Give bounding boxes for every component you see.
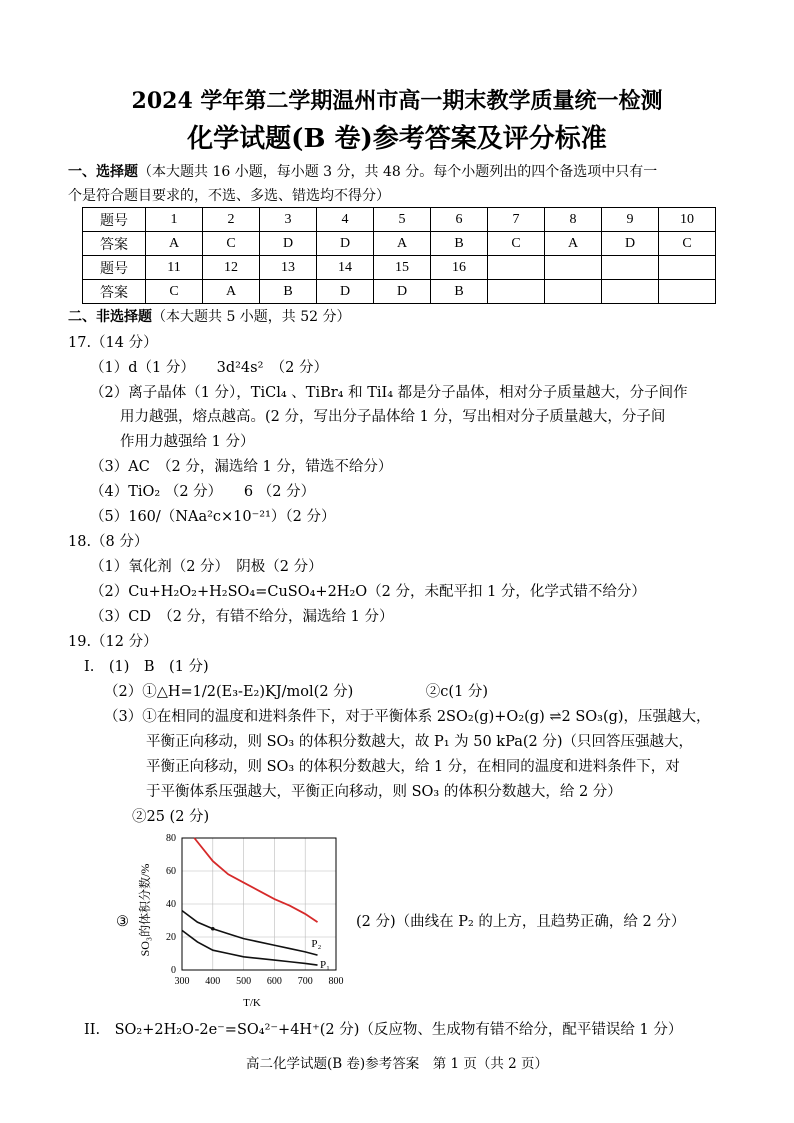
table-cell: A: [203, 280, 260, 304]
q17-part2-line3: 作用力越强给 1 分）: [120, 434, 255, 450]
section2-intro: [68, 305, 748, 329]
q19-I3-line2: 平衡正向移动，则 SO₃ 的体积分数越大，故 P₁ 为 50 kPa(2 分)（只回答压强越大，: [146, 734, 693, 750]
q19-I1: I. (1) B (1 分): [84, 659, 209, 675]
series-line-p2: [182, 911, 318, 956]
q17-part2-line1: （2）离子晶体（1 分），TiCl₄ 、TiBr₄ 和 TiI₄ 都是分子晶体，相对分子质量越大，分子间作: [90, 385, 688, 401]
q19-I3-line4: 于平衡体系压强越大，平衡正向移动，则 SO₃ 的体积分数越大，给 2 分）: [146, 784, 622, 800]
table-cell: 8: [545, 208, 602, 232]
q19-I3-part3-note: (2 分)（曲线在 P₂ 的上方，且趋势正确，给 2 分）: [356, 914, 686, 930]
series-line-p1: [182, 930, 318, 965]
table-cell: [602, 280, 659, 304]
table-cell: C: [488, 232, 545, 256]
x-tick-label: 400: [205, 976, 221, 987]
x-tick-label: 700: [297, 976, 313, 987]
table-cell: D: [317, 232, 374, 256]
page-footer: 高二化学试题(B 卷)参考答案 第 1 页（共 2 页）: [245, 1056, 549, 1072]
table-cell: 答案: [83, 232, 146, 256]
table-cell: 5: [374, 208, 431, 232]
table-cell: C: [146, 280, 203, 304]
x-tick-label: 500: [236, 976, 252, 987]
title-line2: 化学试题(B 卷)参考答案及评分标准: [187, 124, 607, 154]
y-tick-label: 60: [166, 866, 176, 877]
table-cell: 6: [431, 208, 488, 232]
table-cell: 3: [260, 208, 317, 232]
table-cell: 2: [203, 208, 260, 232]
x-tick-label: 300: [174, 976, 190, 987]
table-cell: 9: [602, 208, 659, 232]
table-cell: B: [260, 280, 317, 304]
table-cell: [602, 256, 659, 280]
y-tick-label: 0: [171, 965, 176, 976]
q19-I3-part2: ②25 (2 分): [132, 809, 210, 825]
x-tick-label: 800: [328, 976, 344, 987]
table-cell: C: [203, 232, 260, 256]
q17-part5: （5）160/（NAa²c×10⁻²¹）（2 分）: [90, 509, 336, 525]
title-line1: 2024 学年第二学期温州市高一期末教学质量统一检测: [131, 88, 663, 114]
table-row-q2: [83, 256, 716, 280]
y-tick-label: 40: [166, 899, 176, 910]
table-cell: 1: [146, 208, 203, 232]
table-cell: D: [374, 280, 431, 304]
section1-intro: [68, 160, 748, 208]
table-row-a1: [83, 232, 716, 256]
q19-number: 19.（12 分）: [68, 634, 158, 650]
q19-I3-line1: （3）①在相同的温度和进料条件下，对于平衡体系 2SO₂(g)+O₂(g) ⇌2 SO₃(g)，压强越大，: [104, 709, 711, 725]
table-cell: 题号: [83, 256, 146, 280]
q17-part1: （1）d（1 分） 3d²4s² （2 分）: [90, 360, 328, 376]
table-cell: [545, 256, 602, 280]
chart-xlabel: T/K: [243, 997, 261, 1009]
q18-number: 18.（8 分）: [68, 534, 149, 550]
y-tick-label: 80: [166, 833, 176, 844]
table-cell: B: [431, 280, 488, 304]
table-cell: D: [602, 232, 659, 256]
table-row-q1: [83, 208, 716, 232]
table-cell: 答案: [83, 280, 146, 304]
section2-desc: （本大题共 5 小题，共 52 分）: [152, 309, 351, 325]
table-cell: A: [374, 232, 431, 256]
table-cell: C: [659, 232, 716, 256]
so3-chart: [140, 828, 350, 1008]
table-cell: 4: [317, 208, 374, 232]
table-cell: [545, 280, 602, 304]
section1-desc-line1: （本大题共 16 小题，每小题 3 分，共 48 分。每个小题列出的四个备选项中只有一: [138, 164, 658, 180]
series-label-p2: P₂: [311, 937, 322, 950]
q17-part4: （4）TiO₂ （2 分） 6 （2 分）: [90, 484, 316, 500]
q18-part3: （3）CD （2 分，有错不给分，漏选给 1 分）: [90, 609, 394, 625]
table-cell: B: [431, 232, 488, 256]
series-label-p1: P₁: [319, 959, 330, 971]
table-cell: D: [317, 280, 374, 304]
table-cell: [488, 280, 545, 304]
answer-table: [82, 207, 716, 304]
section1-heading: 一、选择题: [68, 164, 138, 180]
y-tick-label: 20: [166, 932, 176, 943]
table-cell: [659, 256, 716, 280]
table-cell: 题号: [83, 208, 146, 232]
table-cell: 14: [317, 256, 374, 280]
section1-desc-line2: 个是符合题目要求的，不选、多选、错选均不得分）: [68, 188, 390, 204]
so3-chart-svg: [140, 828, 350, 1008]
table-cell: 7: [488, 208, 545, 232]
table-cell: [659, 280, 716, 304]
q19-I2: （2）①△H=1/2(E₃-E₂)KJ/mol(2 分) ②c(1 分): [104, 684, 489, 700]
q17-part3: （3）AC （2 分，漏选给 1 分，错选不给分）: [90, 459, 393, 475]
table-cell: 16: [431, 256, 488, 280]
q17-number: 17.（14 分）: [68, 335, 158, 351]
table-row-a2: [83, 280, 716, 304]
table-cell: D: [260, 232, 317, 256]
q19-I3-part3-marker: ③: [116, 914, 129, 930]
table-cell: 12: [203, 256, 260, 280]
table-cell: A: [545, 232, 602, 256]
section2-heading: 二、非选择题: [68, 309, 152, 325]
q18-part2: （2）Cu+H₂O₂+H₂SO₄=CuSO₄+2H₂O（2 分，未配平扣 1 分，化学式错不给分）: [90, 584, 646, 600]
q19-I3-line3: 平衡正向移动，则 SO₃ 的体积分数越大，给 1 分，在相同的温度和进料条件下，对: [146, 759, 680, 775]
x-tick-label: 600: [266, 976, 282, 987]
table-cell: 15: [374, 256, 431, 280]
chart-ylabel: SO₃的体积分数/%: [138, 863, 152, 957]
table-cell: [488, 256, 545, 280]
table-cell: 11: [146, 256, 203, 280]
q19-II: II. SO₂+2H₂O-2e⁻=SO₄²⁻+4H⁺(2 分)（反应物、生成物有错不给分，配平错误给 1 分）: [84, 1022, 683, 1038]
table-cell: 10: [659, 208, 716, 232]
p2-point-marker: [211, 927, 215, 931]
table-cell: 13: [260, 256, 317, 280]
table-cell: A: [146, 232, 203, 256]
q18-part1: （1）氧化剂（2 分） 阴极（2 分）: [90, 559, 323, 575]
q17-part2-line2: 用力越强，熔点越高。(2 分，写出分子晶体给 1 分，写出相对分子质量越大，分子间: [120, 409, 666, 425]
